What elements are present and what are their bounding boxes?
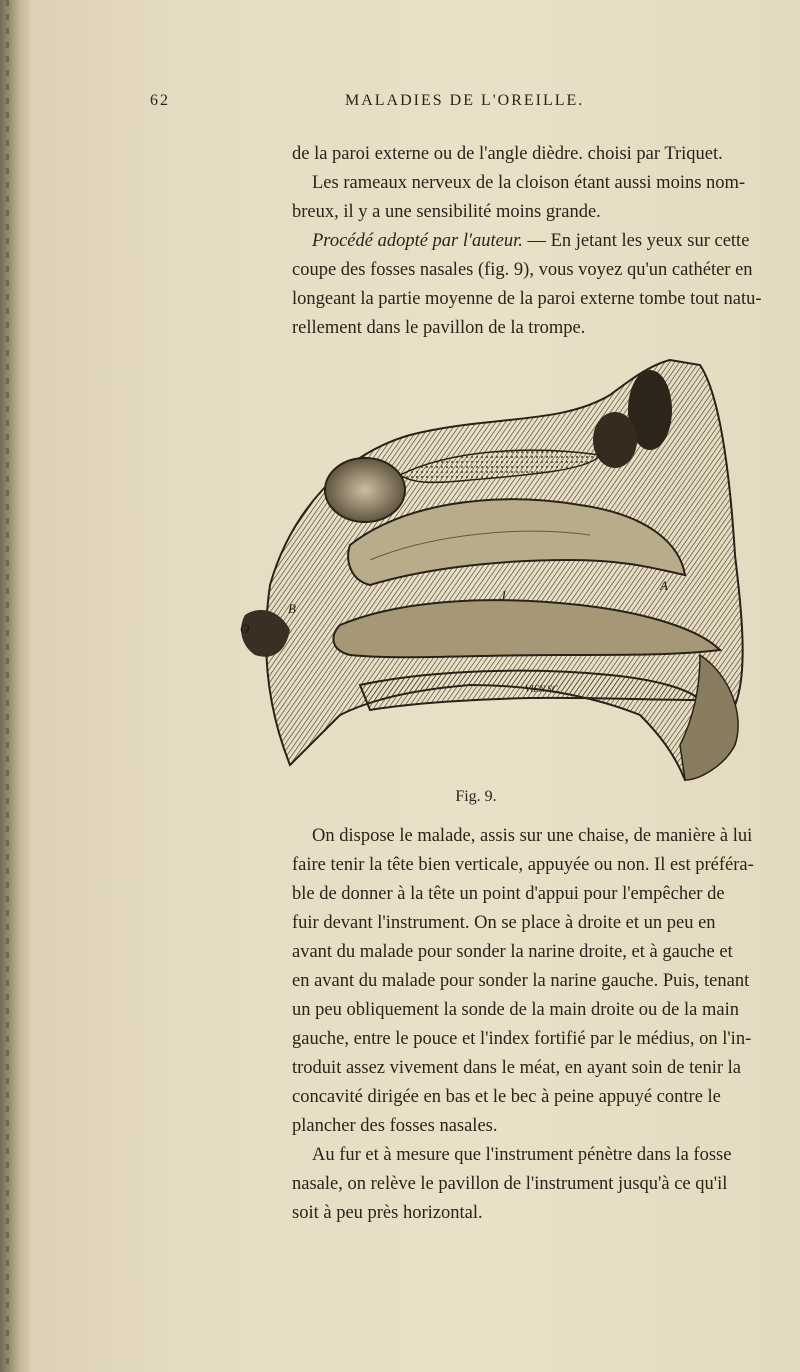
text-line: fuir devant l'instrument. On se place à droite et un peu en — [292, 913, 716, 933]
text-line: coupe des fosses nasales (fig. 9), vous voyez qu'un cathéter en — [292, 260, 753, 280]
page-number: 62 — [150, 92, 170, 109]
text-line: concavité dirigée en bas et le bec à peine appuyé contre le — [292, 1087, 721, 1107]
text-line: breux, il y a une sensibilité moins grande. — [292, 202, 601, 222]
label-b: B — [288, 601, 296, 616]
text-line: gauche, entre le pouce et l'index fortifié par le médius, on l'in- — [292, 1029, 752, 1049]
running-head: MALADIES DE L'OREILLE. — [345, 92, 585, 109]
engraver-signature: VIEN.SC. — [525, 684, 560, 694]
paragraph-2 — [292, 227, 792, 343]
paragraph-1 — [292, 140, 792, 227]
text-line: soit à peu près horizontal. — [292, 1203, 483, 1223]
text-line: rellement dans le pavillon de la trompe. — [292, 318, 586, 338]
text-line — [292, 227, 792, 256]
book-binding-edge — [0, 0, 30, 1372]
paragraph-3 — [292, 822, 792, 1141]
section-heading: Procédé adopté par l'auteur. — [312, 231, 523, 251]
label-j: J — [500, 588, 506, 603]
paragraph-4 — [292, 1141, 792, 1228]
text-line: ble de donner à la tête un point d'appui pour l'empêcher de — [292, 884, 725, 904]
text-line: un peu obliquement la sonde de la main droite ou de la main — [292, 1000, 739, 1020]
nasal-cavity-engraving — [230, 355, 750, 790]
text-line: faire tenir la tête bien verticale, appuyée ou non. Il est préféra- — [292, 855, 754, 875]
label-o: O — [240, 621, 250, 636]
text-fragment: — En jetant les yeux sur cette — [522, 231, 750, 251]
text-line: Les rameaux nerveux de la cloison étant aussi moins nom- — [312, 173, 746, 193]
text-line: en avant du malade pour sonder la narine gauche. Puis, tenant — [292, 971, 750, 991]
text-line: troduit assez vivement dans le méat, en ayant soin de tenir la — [292, 1058, 741, 1078]
text-line: Au fur et à mesure que l'instrument pénètre dans la fosse — [312, 1145, 732, 1165]
book-page — [30, 0, 800, 1372]
text-line: nasale, on relève le pavillon de l'instrument jusqu'à ce qu'il — [292, 1174, 728, 1194]
text-line: longeant la partie moyenne de la paroi externe tombe tout natu- — [292, 289, 762, 309]
text-line: plancher des fosses nasales. — [292, 1116, 498, 1136]
text-line: de la paroi externe ou de l'angle dièdre. choisi par Triquet. — [292, 144, 723, 164]
text-line: avant du malade pour sonder la narine droite, et à gauche et — [292, 942, 733, 962]
figure-caption: Fig. 9. — [455, 788, 497, 805]
label-a: A — [660, 578, 668, 593]
sphenoid-sinus — [325, 458, 405, 522]
ethmoid-cell — [593, 412, 637, 468]
text-line: On dispose le malade, assis sur une chaise, de manière à lui — [312, 826, 753, 846]
